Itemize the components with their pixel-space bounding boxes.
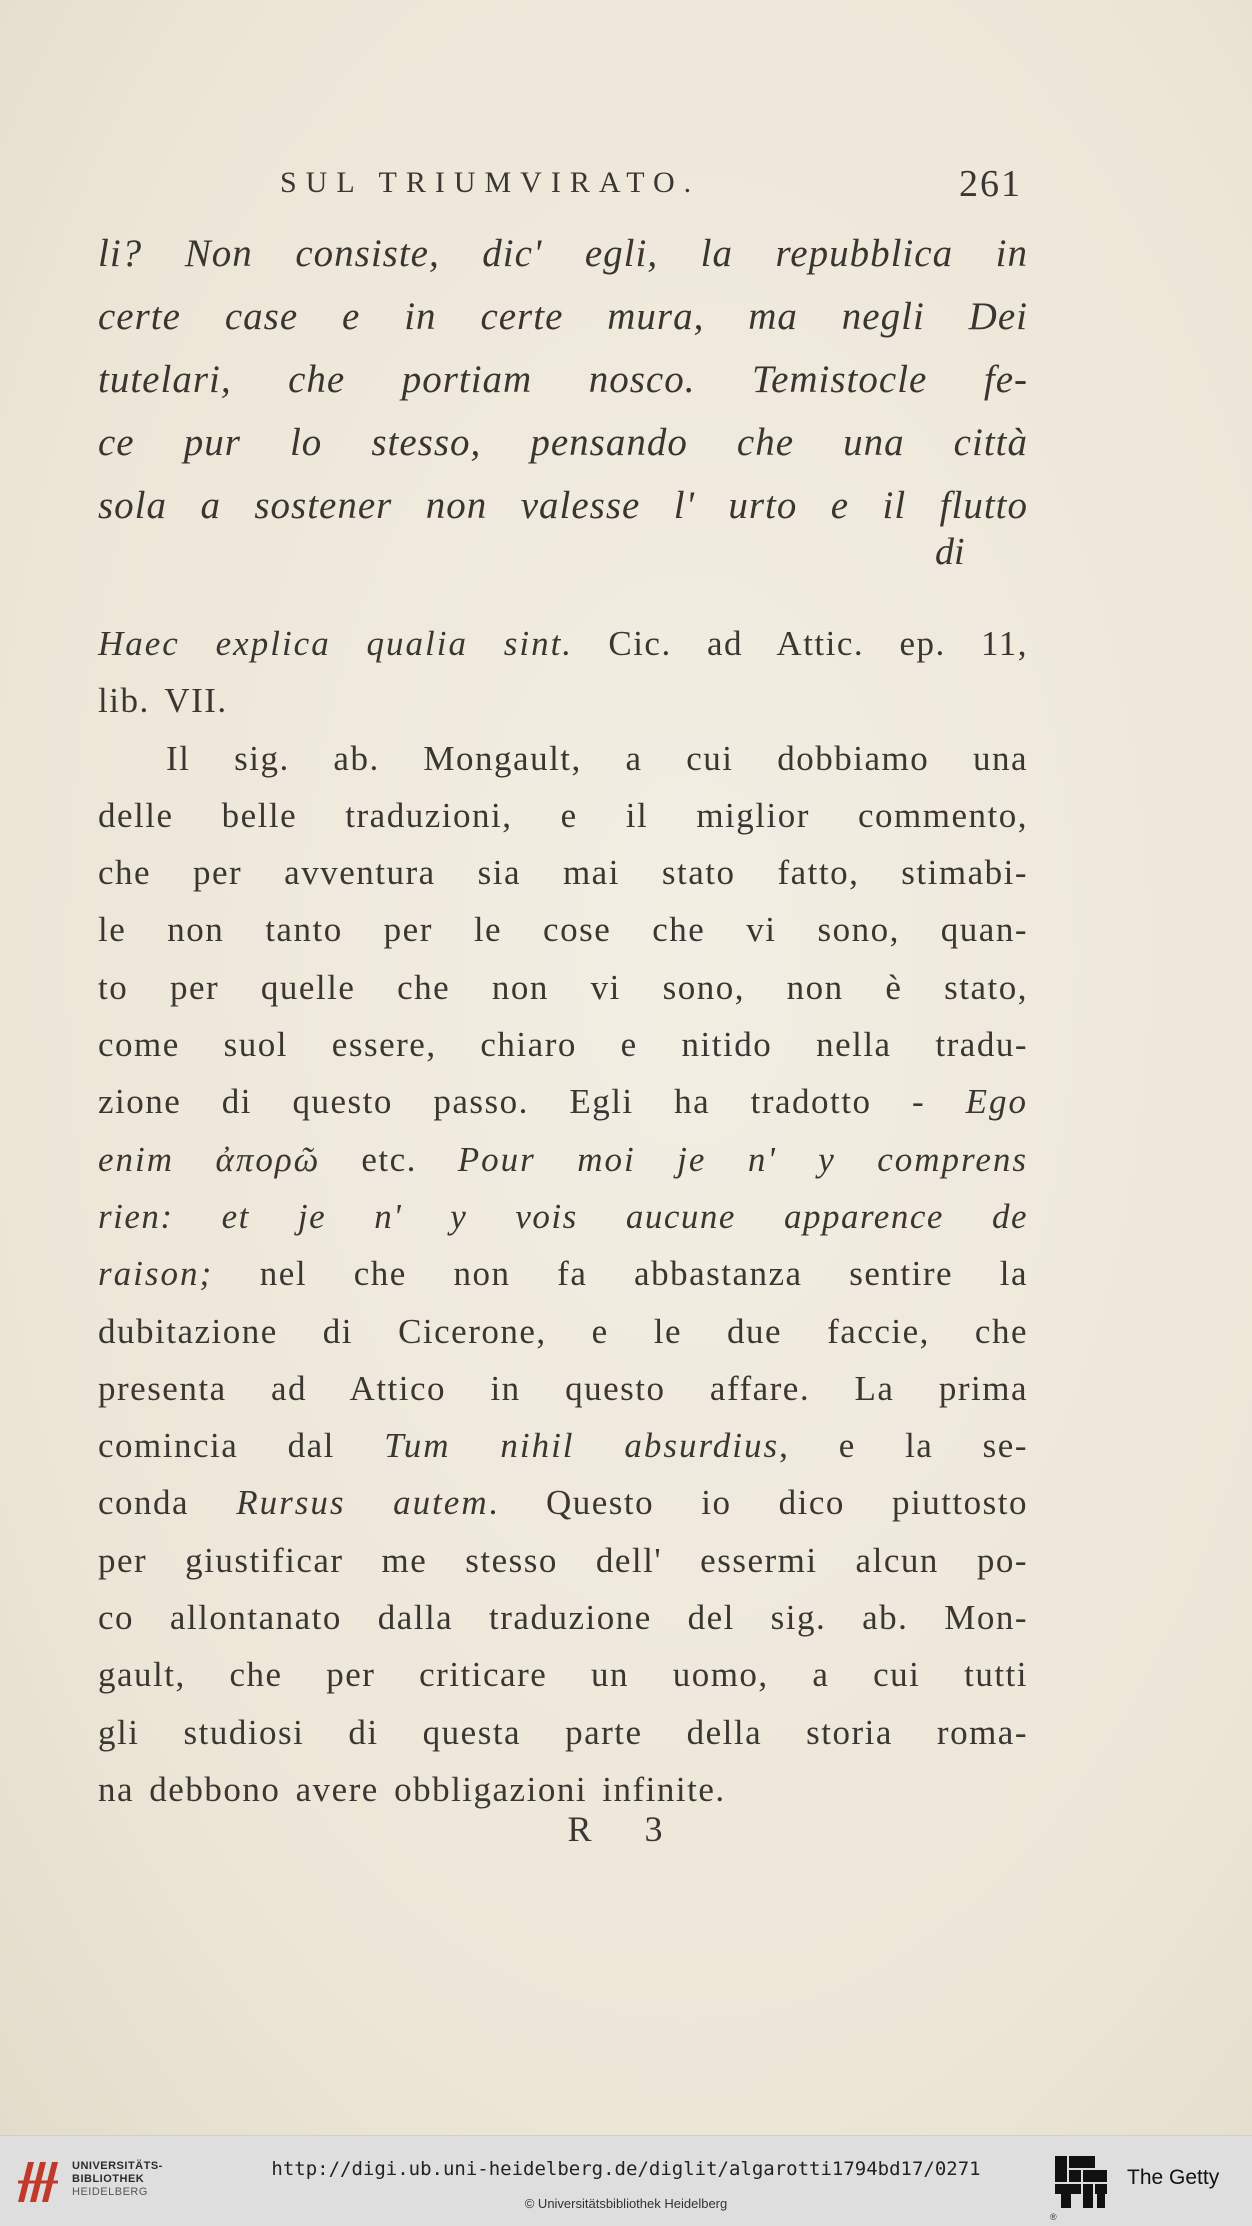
note-text: . Questo io dico piuttosto: [488, 1483, 1029, 1523]
note-text: etc.: [320, 1139, 458, 1179]
note-line: [98, 615, 1028, 672]
note-line: [98, 1131, 1028, 1188]
footnote: [98, 615, 1028, 1818]
note-italic: Ego: [965, 1082, 1028, 1122]
main-text-italic: [98, 222, 1028, 537]
note-italic: raison;: [98, 1254, 214, 1294]
note-text: comincia dal: [98, 1426, 385, 1466]
getty-logo-icon: [1053, 2154, 1109, 2210]
note-text: conda: [98, 1483, 237, 1523]
note-citation-italic: Haec explica qualia sint.: [98, 624, 574, 663]
text-line: ce pur lo stesso, pensando che una città: [98, 421, 1028, 464]
registered-mark: ®: [1050, 2212, 1057, 2222]
library-name-line: HEIDELBERG: [72, 2186, 148, 2198]
note-line: che per avventura sia mai stato fatto, stimabi-: [98, 853, 1028, 893]
note-line: [98, 1073, 1028, 1130]
note-line: [98, 1474, 1028, 1531]
note-line: [98, 1417, 1028, 1474]
note-text: zione di questo passo. Egli ha tradotto -: [98, 1082, 926, 1122]
text-line: tutelari, che portiam nosco. Temistocle fe-: [98, 358, 1028, 401]
note-line: per giustificar me stesso dell' essermi alcun po-: [98, 1540, 1028, 1580]
note-italic: Pour moi je n' y comprens: [457, 1139, 1029, 1179]
note-line: le non tanto per le cose che vi sono, quan-: [98, 910, 1028, 950]
note-italic: Rursus autem: [236, 1483, 489, 1523]
page-number: 261: [959, 163, 1022, 205]
viewer-footer: [0, 2135, 1252, 2226]
note-text: , e la se-: [779, 1426, 1028, 1466]
getty-name: The Getty: [1127, 2166, 1220, 2189]
permalink-url[interactable]: http://digi.ub.uni-heidelberg.de/diglit/algarotti1794bd17/0271: [271, 2158, 981, 2180]
note-line: Il sig. ab. Mongault, a cui dobbiamo una: [166, 738, 1028, 778]
note-line: rien: et je n' y vois aucune apparence de: [98, 1196, 1028, 1236]
library-name-line: UNIVERSITÄTS-: [72, 2160, 163, 2172]
note-line: come suol essere, chiaro e nitido nella tradu-: [98, 1025, 1028, 1065]
note-line: gli studiosi di questa parte della storia roma-: [98, 1712, 1028, 1752]
catchword: di: [935, 531, 965, 573]
signature-mark: R 3: [567, 1809, 685, 1849]
note-line: to per quelle che non vi sono, non è stato,: [98, 967, 1028, 1007]
note-line: presenta ad Attico in questo affare. La prima: [98, 1368, 1028, 1408]
text-line: certe case e in certe mura, ma negli Dei: [98, 295, 1028, 338]
note-line: gault, che per criticare un uomo, a cui tutti: [98, 1655, 1028, 1695]
note-line: na debbono avere obbligazioni infinite.: [98, 1769, 726, 1809]
note-italic: enim ἀπορῶ: [98, 1139, 321, 1179]
note-text: nel che non fa abbastanza sentire la: [213, 1254, 1028, 1294]
note-line: dubitazione di Cicerone, e le due faccie, che: [98, 1311, 1028, 1351]
page-header: [270, 162, 1040, 212]
text-line: li? Non consiste, dic' egli, la repubblica in: [98, 232, 1028, 275]
note-line: [98, 1245, 1028, 1302]
note-line: lib. VII.: [98, 681, 228, 721]
text-line: sola a sostener non valesse l' urto e il flutto: [98, 484, 1028, 527]
note-line: delle belle traduzioni, e il miglior commento,: [98, 795, 1028, 835]
copyright-notice: © Universitätsbibliothek Heidelberg: [524, 2196, 728, 2211]
note-citation-ref: Cic. ad Attic. ep. 11,: [573, 624, 1028, 663]
running-title: SUL TRIUMVIRATO.: [280, 166, 701, 199]
note-italic: Tum nihil absurdius: [384, 1426, 780, 1466]
note-line: co allontanato dalla traduzione del sig. ab. Mon-: [98, 1598, 1028, 1638]
library-name-line: BIBLIOTHEK: [72, 2173, 145, 2185]
